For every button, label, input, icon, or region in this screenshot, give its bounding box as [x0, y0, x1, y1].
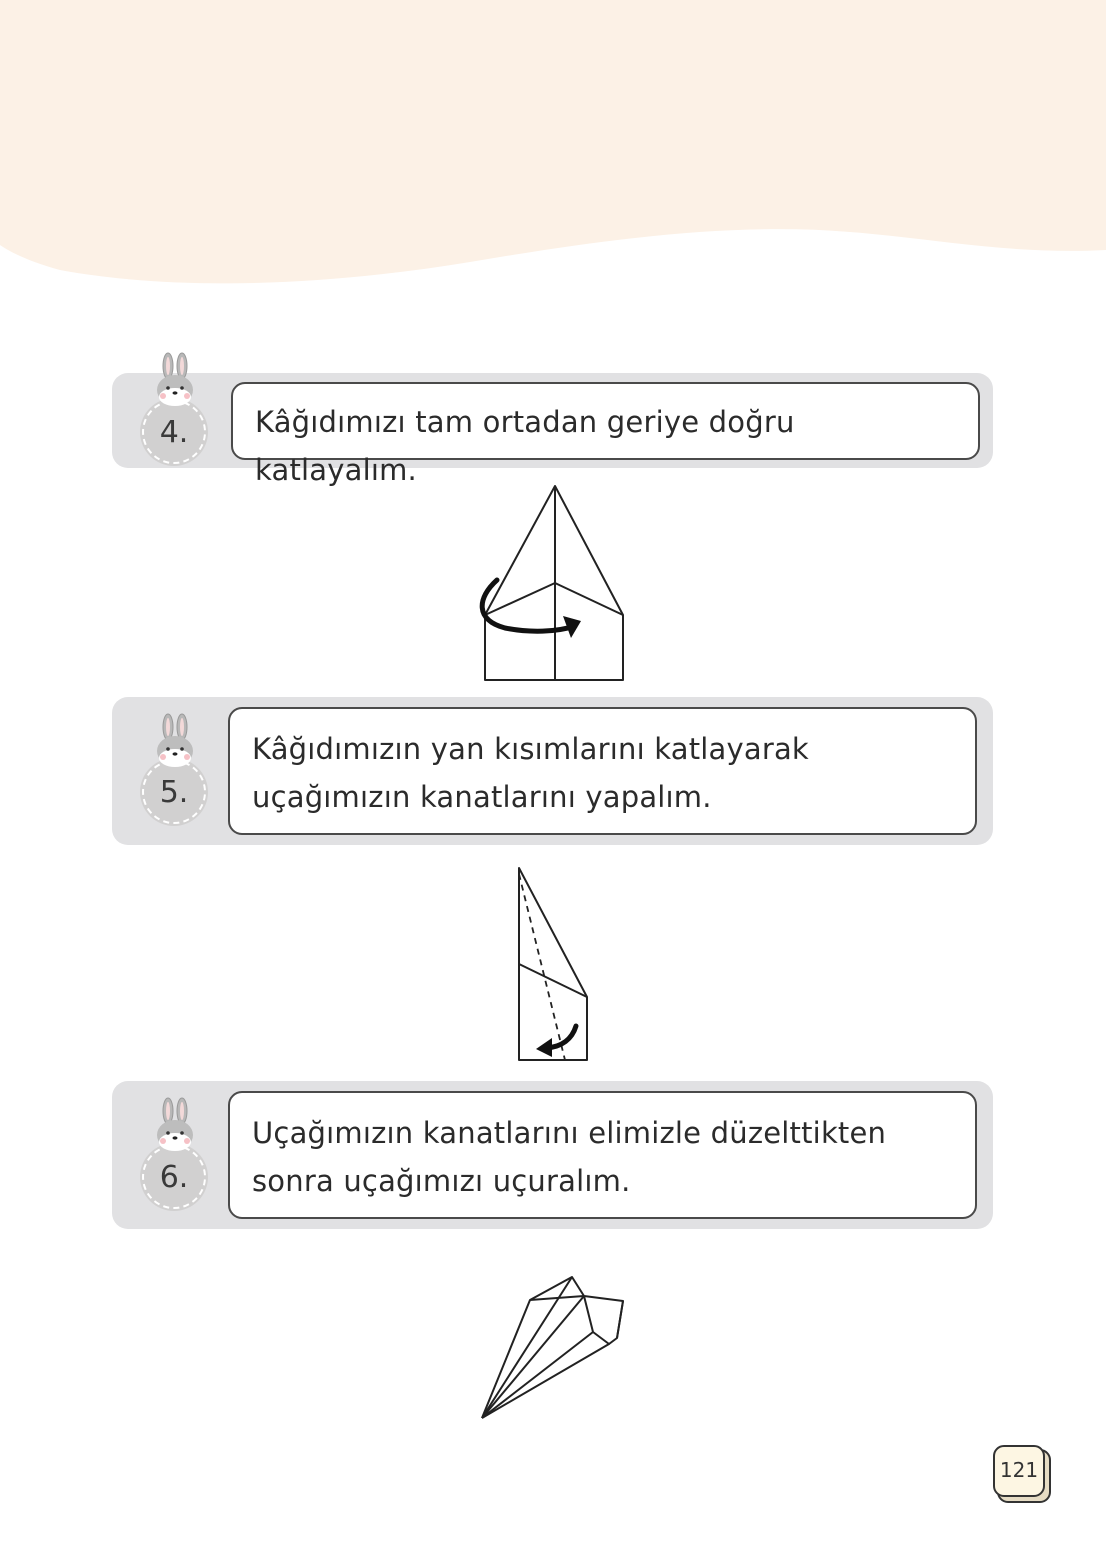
step-number-4: 4. [159, 415, 189, 450]
step-panel-5 [112, 697, 993, 845]
step-text-6: Uçağımızın kanatlarını elimizle düzelttikten sonra uçağımızı uçuralım. [252, 1116, 887, 1198]
header-wave [0, 0, 1106, 300]
paper-plane-icon [472, 1268, 632, 1428]
step-panel-6 [112, 1081, 993, 1229]
bunny-icon [150, 352, 200, 412]
step-box-4 [231, 382, 980, 487]
step-text-4: Kâğıdımızı tam ortadan geriye doğru katlayalım. [255, 405, 795, 487]
fold-diagram-5 [510, 864, 600, 1064]
step-text-5: Kâğıdımızın yan kısımlarını katlayarak uçağımızın kanatlarını yapalım. [252, 732, 809, 814]
fold-diagram-4 [475, 480, 675, 690]
step-box-6 [228, 1091, 977, 1219]
bunny-icon [150, 713, 200, 773]
step-box-5 [228, 707, 977, 835]
page-number: 121 [999, 1458, 1039, 1482]
step-number-6: 6. [159, 1160, 189, 1195]
bunny-icon [150, 1097, 200, 1157]
step-number-5: 5. [159, 775, 189, 810]
step-panel-4 [112, 373, 993, 487]
